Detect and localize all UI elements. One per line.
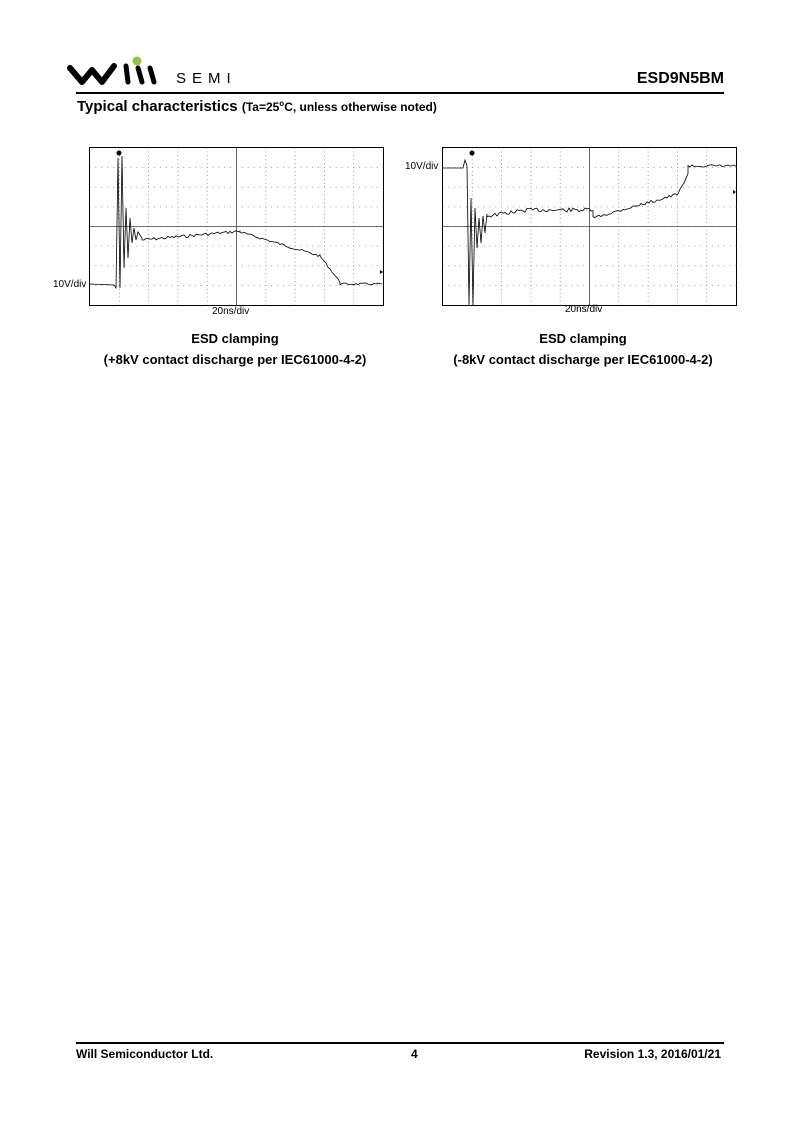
section-title: [77, 98, 437, 115]
vertical-scale-label: 10V/div: [53, 279, 87, 290]
level-arrow-negative: [733, 190, 736, 194]
figure-caption-positive: [60, 328, 410, 370]
trigger-marker-positive: [117, 151, 122, 156]
scope-screen-negative: [442, 147, 737, 306]
scope-grid-negative: [443, 148, 736, 305]
caption-condition: (+8kV contact discharge per IEC61000-4-2): [103, 352, 367, 367]
page-number: 4: [411, 1047, 418, 1061]
scope-screen-positive: [89, 147, 384, 306]
horizontal-scale-label: 20ns/div: [212, 306, 250, 317]
section-condition: ($Ta=25^oC$, unless otherwise noted): [241, 99, 437, 114]
footer-revision: Revision 1.3, 2016/01/21: [584, 1047, 721, 1061]
section-title-text: Typical characteristics: [77, 98, 238, 115]
logo-text: SEMI: [176, 70, 237, 87]
figure-caption-negative: [408, 328, 758, 370]
vertical-scale-label: 10V/div: [405, 161, 439, 172]
waveform-positive: [90, 156, 382, 288]
header-rule: [76, 92, 724, 94]
trigger-marker-negative: [470, 151, 475, 156]
footer-rule: [76, 1042, 724, 1044]
part-number: ESD9N5BM: [636, 70, 724, 87]
caption-title: ESD clamping: [539, 331, 627, 346]
scope-grid-positive: [90, 148, 383, 305]
level-arrow-positive: [380, 270, 383, 274]
caption-title: ESD clamping: [191, 331, 279, 346]
footer-company: Will Semiconductor Ltd.: [76, 1047, 214, 1061]
caption-condition: (-8kV contact discharge per IEC61000-4-2): [453, 352, 713, 367]
horizontal-scale-label: 20ns/div: [565, 304, 603, 315]
